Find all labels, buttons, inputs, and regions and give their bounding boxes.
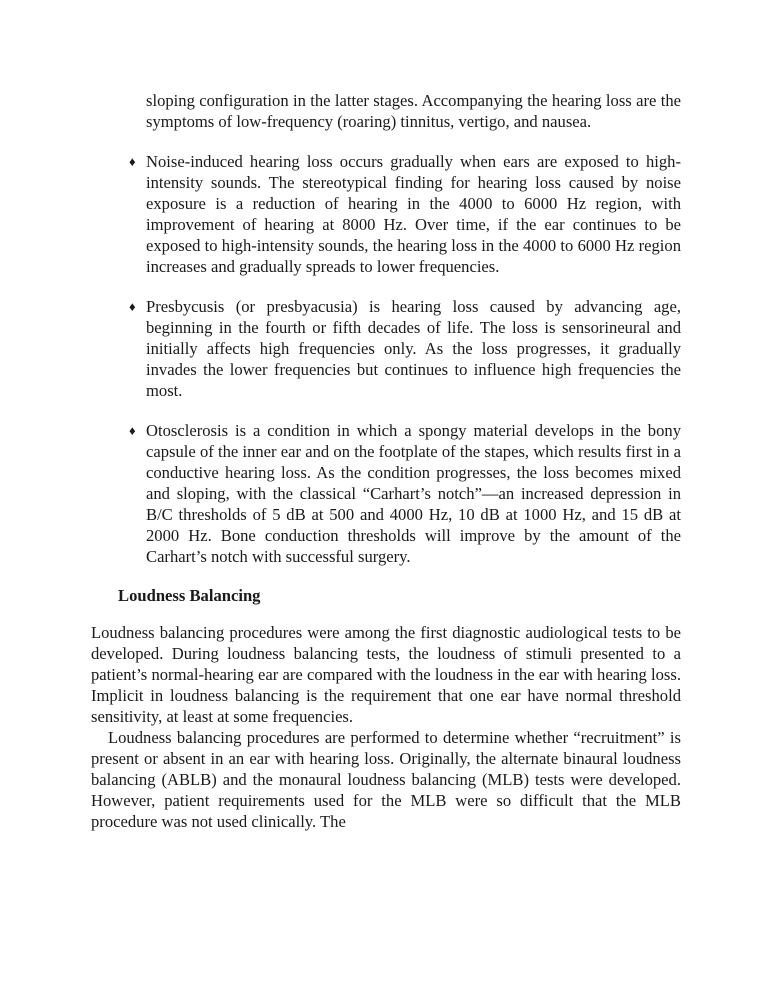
section-heading: Loudness Balancing xyxy=(118,586,261,605)
bullet-text: Otosclerosis is a condition in which a spongy material develops in the bony capsule of the inner ear and on the footplate of the stapes, which results first in a conductive hearing loss. As the condition progresses, the loss becomes mixed and sloping, with the classical “Carhart’s notch”—an increased depression in B/C thresholds of 5 dB at 500 and 4000 Hz, 10 dB at 1000 Hz, and 15 dB at 2000 Hz. Bone conduction thresholds will improve by the amount of the Carhart’s notch with successful surgery. xyxy=(146,421,681,566)
document-page xyxy=(91,90,681,832)
bullet-text: Presbycusis (or presbyacusia) is hearing loss caused by advancing age, beginning in the fourth or fifth decades of life. The loss is sensorineural and initially affects high frequencies only. As the loss progresses, it gradually invades the lower frequencies but continues to influence high frequencies the most. xyxy=(146,297,681,400)
diamond-bullet-icon: ♦ xyxy=(129,423,136,438)
body-paragraph: Loudness balancing procedures are performed to determine whether “recruitment” is present or absent in an ear with hearing loss. Originally, the alternate binaural loudness balancing (ABLB) and the monaural loudness balancing (MLB) tests were developed. However, patient requirements used for the MLB were so difficult that the MLB procedure was not used clinically. The xyxy=(91,728,681,831)
continuation-text: sloping configuration in the latter stages. Accompanying the hearing loss are the symptoms of low-frequency (roaring) tinnitus, vertigo, and nausea. xyxy=(146,91,681,131)
list-item xyxy=(129,151,681,277)
list-item xyxy=(129,296,681,401)
bullet-list xyxy=(91,151,681,567)
list-item xyxy=(129,420,681,567)
diamond-bullet-icon: ♦ xyxy=(129,299,136,314)
bullet-text: Noise-induced hearing loss occurs gradually when ears are exposed to high-intensity sounds. The stereotypical finding for hearing loss caused by noise exposure is a reduction of hearing in the 4000 to 6000 Hz region, with improvement of hearing at 8000 Hz. Over time, if the ear continues to be exposed to high-intensity sounds, the hearing loss in the 4000 to 6000 Hz region increases and gradually spreads to lower frequencies. xyxy=(146,152,681,276)
body-paragraph: Loudness balancing procedures were among the first diagnostic audiological tests to be developed. During loudness balancing tests, the loudness of stimuli presented to a patient’s normal-hearing ear are compared with the loudness in the ear with hearing loss. Implicit in loudness balancing is the requirement that one ear have normal threshold sensitivity, at least at some frequencies. xyxy=(91,623,681,726)
diamond-bullet-icon: ♦ xyxy=(129,154,136,169)
